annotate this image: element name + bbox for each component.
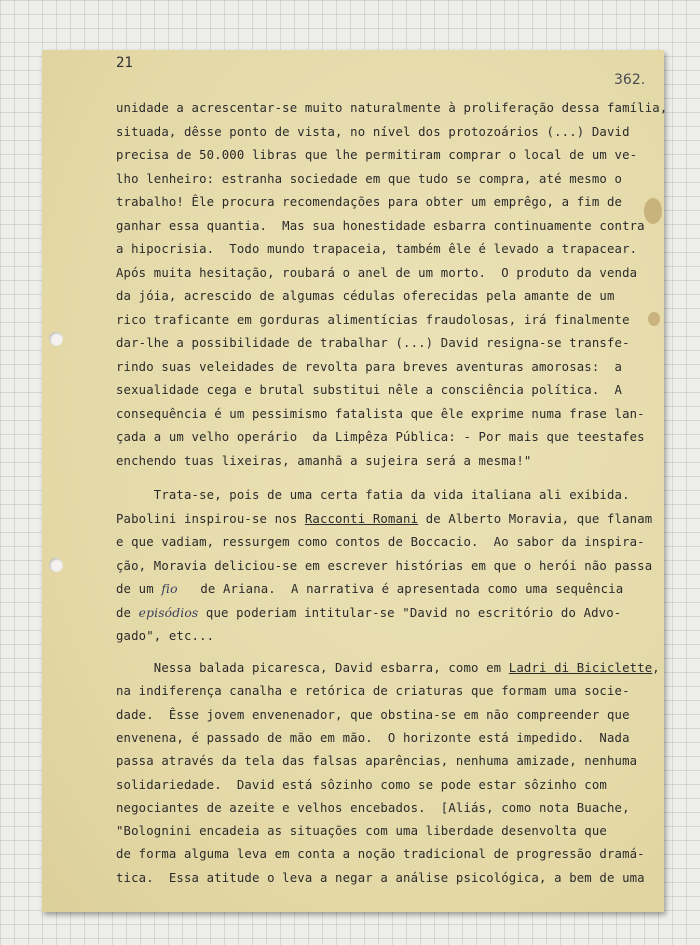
text-line: situada, dêsse ponto de vista, no nível dos protozoários (...) David: [116, 124, 630, 139]
handwritten-correction: episódios: [138, 605, 199, 620]
text-segment: Trata-se, pois de uma certa fatia da vida italiana ali exibida.: [116, 488, 630, 502]
text-segment: que poderiam intitular-se "David no escritório do Advo-: [198, 605, 622, 620]
text-line: ganhar essa quantia. Mas sua honestidade esbarra continuamente contra: [116, 218, 645, 233]
punch-hole: [49, 332, 63, 346]
text-line: consequência é um pessimismo fatalista que êle exprime numa frase lan-: [116, 406, 645, 421]
text-segment: Nessa balada picaresca, David esbarra, como em: [116, 661, 509, 675]
paper-stain: [648, 312, 660, 326]
text-line: dade. Êsse jovem envenenador, que obstina-se em não compreender que: [116, 707, 630, 722]
text-line: solidariedade. David está sôzinho como se pode estar sôzinho com: [116, 777, 607, 792]
page-number: 21: [116, 55, 133, 71]
text-line: envenena, é passado de mão em mão. O horizonte está impedido. Nada: [116, 730, 630, 745]
text-line: a hipocrisia. Todo mundo trapaceia, também êle é levado a trapacear.: [116, 242, 638, 256]
text-line: sexualidade cega e brutal substitui nêle a consciência política. A: [116, 383, 623, 397]
text-line: [116, 484, 630, 506]
text-segment: de Alberto Moravia, que flanam: [418, 511, 653, 526]
text-line: rico traficante em gorduras alimentícias fraudolosas, irá finalmente: [116, 312, 630, 327]
text-line: da jóia, acrescido de algumas cédulas oferecidas pela amante de um: [116, 289, 615, 303]
text-line: [116, 602, 621, 624]
text-segment: Pabolini inspirou-se nos: [116, 511, 305, 526]
text-line: "Bolognini encadeia as situações com uma liberdade desenvolta que: [116, 824, 607, 839]
text-line: ção, Moravia deliciou-se em escrever histórias em que o herói não passa: [116, 558, 653, 573]
text-line: gado", etc...: [116, 629, 215, 643]
text-line: [116, 508, 652, 530]
underlined-title: Ladri di Biciclette: [508, 661, 653, 675]
underlined-title: Racconti Romani: [304, 511, 419, 526]
text-line: negociantes de azeite e velhos encebados. [Aliás, como nota Buache,: [116, 800, 630, 815]
text-line: enchendo tuas lixeiras, amanhã a sujeira será a mesma!": [116, 453, 532, 468]
text-line: e que vadiam, ressurgem como contos de Boccacio. Ao sabor da inspira-: [116, 535, 645, 549]
text-line: tica. Essa atitude o leva a negar a análise psicológica, a bem de uma: [116, 870, 645, 885]
archive-number: 362.: [614, 72, 646, 88]
text-segment: de um: [116, 582, 162, 596]
text-line: Após muita hesitação, roubará o anel de um morto. O produto da venda: [116, 265, 638, 280]
text-line: unidade a acrescentar-se muito naturalmente à proliferação dessa família,: [116, 101, 668, 115]
text-segment: de Ariana. A narrativa é apresentada como uma sequência: [177, 582, 624, 596]
text-line: dar-lhe a possibilidade de trabalhar (...) David resigna-se transfe-: [116, 336, 630, 350]
text-line: [116, 657, 660, 679]
text-line: lho lenheiro: estranha sociedade em que tudo se compra, até mesmo o: [116, 171, 623, 186]
text-line: de forma alguma leva em conta a noção tradicional de progressão dramá-: [116, 847, 645, 862]
text-line: rindo suas veleidades de revolta para breves aventuras amorosas: a: [116, 359, 623, 374]
text-segment: ,: [652, 661, 660, 675]
handwritten-correction: fio: [161, 582, 178, 596]
text-line: çada a um velho operário da Limpêza Pública: - Por mais que teestafes: [116, 430, 645, 444]
punch-hole: [49, 558, 63, 572]
text-segment: de: [116, 605, 139, 620]
text-line: trabalho! Êle procura recomendações para obter um emprêgo, a fim de: [116, 195, 623, 209]
text-line: precisa de 50.000 libras que lhe permitiram comprar o local de um ve-: [116, 148, 638, 162]
paper-stain: [644, 198, 662, 224]
text-line: [116, 578, 623, 600]
text-line: passa através da tela das falsas aparências, nenhuma amizade, nenhuma: [116, 754, 638, 769]
text-line: na indiferença canalha e retórica de criaturas que formam uma socie-: [116, 684, 630, 699]
